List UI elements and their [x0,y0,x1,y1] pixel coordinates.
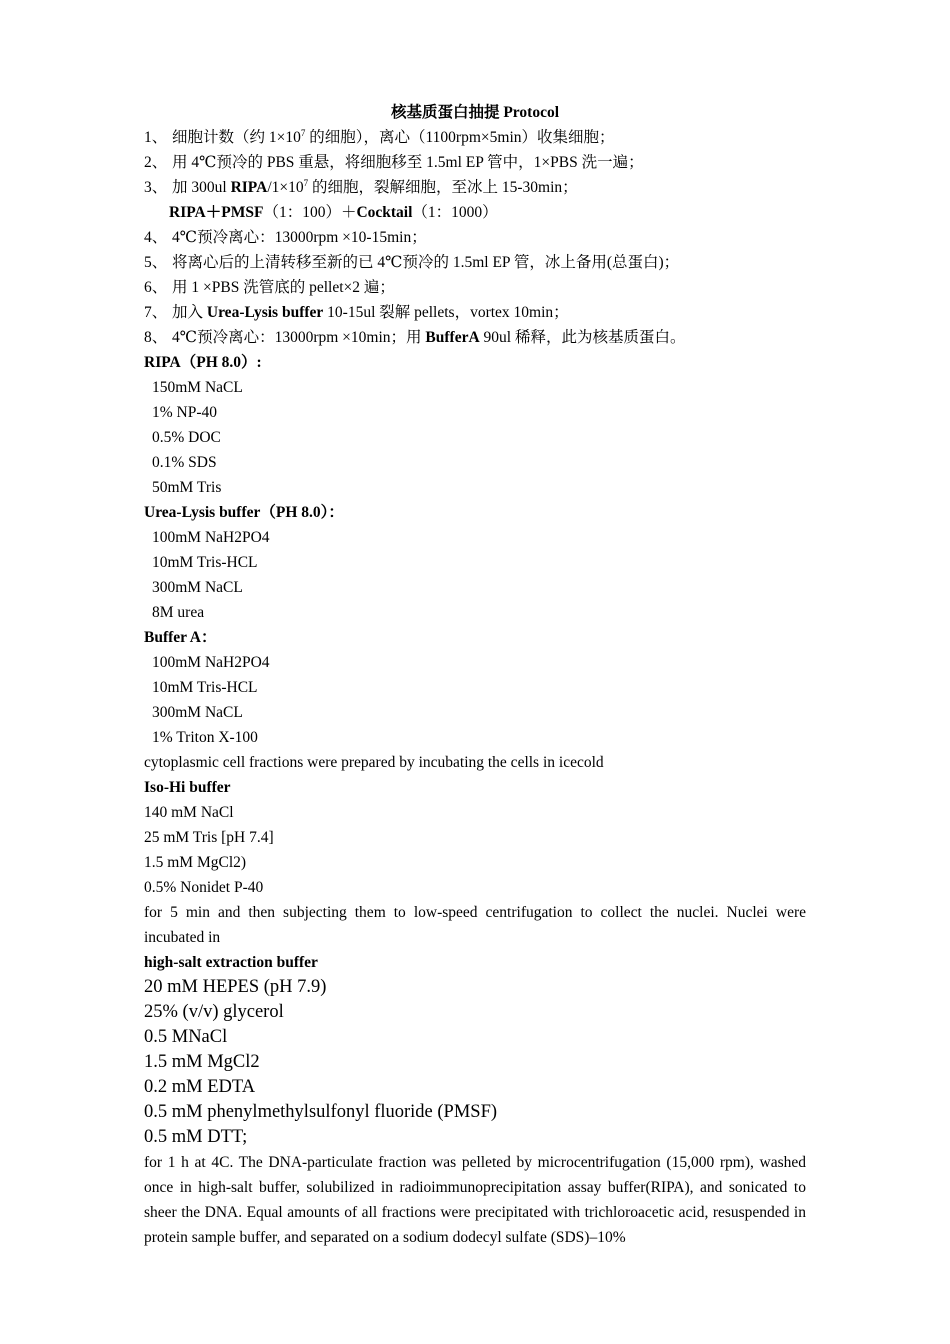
step-2: 2、 用 4℃预冷的 PBS 重悬，将细胞移至 1.5ml EP 管中，1×PBS 洗一遍； [144,150,806,175]
step-4: 4、 4℃预冷离心：13000rpm ×10-15min； [144,225,806,250]
iso-hi-item: 140 mM NaCl [144,804,234,821]
step-number: 7、 [144,304,168,321]
step-number: 1、 [144,129,168,146]
buffer-a-item: 300mM NaCL [152,704,243,721]
step-number: 8、 [144,329,168,346]
document-title: 核基质蛋白抽提 Protocol [390,104,560,121]
step-1: 1、 细胞计数（约 $1\times 10^7$ 的细胞），离心（1100rpm×5min）收集细胞； [144,125,806,150]
document-page [144,100,806,1250]
buffer-a-heading: Buffer A： [144,629,217,646]
buffer-a-item: 10mM Tris-HCL [152,679,258,696]
ripa-item: 150mM NaCL [152,379,243,396]
step-number: 5、 [144,254,168,271]
high-salt-item: 0.5 MNaCl [144,1027,228,1047]
paragraph-dna-fraction: for 1 h at 4C. The DNA-particulate fraction was pelleted by microcentrifugation (15,000 rpm), washed once in high-salt buffer, solubilized in radioimmunoprecipitation assay buffer(RIPA), and sonicated to sheer the DNA. Equal amounts of all fractions were precipitated with trichloroacetic acid, resuspended in protein sample buffer, and separated on a sodium dodecyl sulfate (SDS)–10% [144,1154,806,1246]
high-salt-item: 0.5 mM DTT; [144,1127,248,1147]
urea-item: 300mM NaCL [152,579,243,596]
cytoplasmic-line: cytoplasmic cell fractions were prepared by incubating the cells in icecold [144,754,604,771]
step-6: 6、 用 1 ×PBS 洗管底的 pellet×2 遍； [144,275,806,300]
buffer-a-item: 100mM NaH2PO4 [152,654,270,671]
iso-hi-item: 1.5 mM MgCl2) [144,854,247,871]
ripa-item: 0.1% SDS [152,454,217,471]
iso-hi-heading: Iso-Hi buffer [144,779,231,796]
iso-hi-item: 25 mM Tris [pH 7.4] [144,829,274,846]
paragraph-nuclei: for 5 min and then subjecting them to low-speed centrifugation to collect the nuclei. Nuclei were incubated in [144,904,806,946]
ripa-item: 50mM Tris [152,479,222,496]
ripa-item: 0.5% DOC [152,429,221,446]
urea-heading: Urea-Lysis buffer（PH 8.0）： [144,504,344,521]
high-salt-item: 25% (v/v) glycerol [144,1002,284,1022]
step-number: 2、 [144,154,168,171]
step-number: 6、 [144,279,168,296]
high-salt-heading: high-salt extraction buffer [144,954,318,971]
urea-item: 10mM Tris-HCL [152,554,258,571]
step-number: 3、 [144,179,168,196]
step-3-sub: RIPA＋PMSF（1：100）＋Cocktail（1：1000） [169,204,498,221]
buffer-a-item: 1% Triton X-100 [152,729,258,746]
ripa-heading: RIPA（PH 8.0）: [144,354,262,371]
high-salt-item: 0.2 mM EDTA [144,1077,256,1097]
high-salt-item: 20 mM HEPES (pH 7.9) [144,977,327,997]
urea-item: 8M urea [152,604,205,621]
urea-item: 100mM NaH2PO4 [152,529,270,546]
high-salt-item: 1.5 mM MgCl2 [144,1052,260,1072]
iso-hi-item: 0.5% Nonidet P-40 [144,879,264,896]
step-7: 7、 加入 Urea-Lysis buffer 10-15ul 裂解 pellets，vortex 10min； [144,300,806,325]
step-number: 4、 [144,229,168,246]
step-3: 3、 加 300ul RIPA/$1\times 10^7$ 的细胞，裂解细胞，至冰上 15-30min； [144,175,806,200]
step-5: 5、 将离心后的上清转移至新的已 4℃预冷的 1.5ml EP 管，冰上备用(总蛋白)； [144,250,806,275]
high-salt-item: 0.5 mM phenylmethylsulfonyl fluoride (PMSF) [144,1102,498,1122]
ripa-item: 1% NP-40 [152,404,218,421]
step-8: 8、 4℃预冷离心：13000rpm ×10min；用 BufferA 90ul 稀释，此为核基质蛋白。 [144,325,806,350]
